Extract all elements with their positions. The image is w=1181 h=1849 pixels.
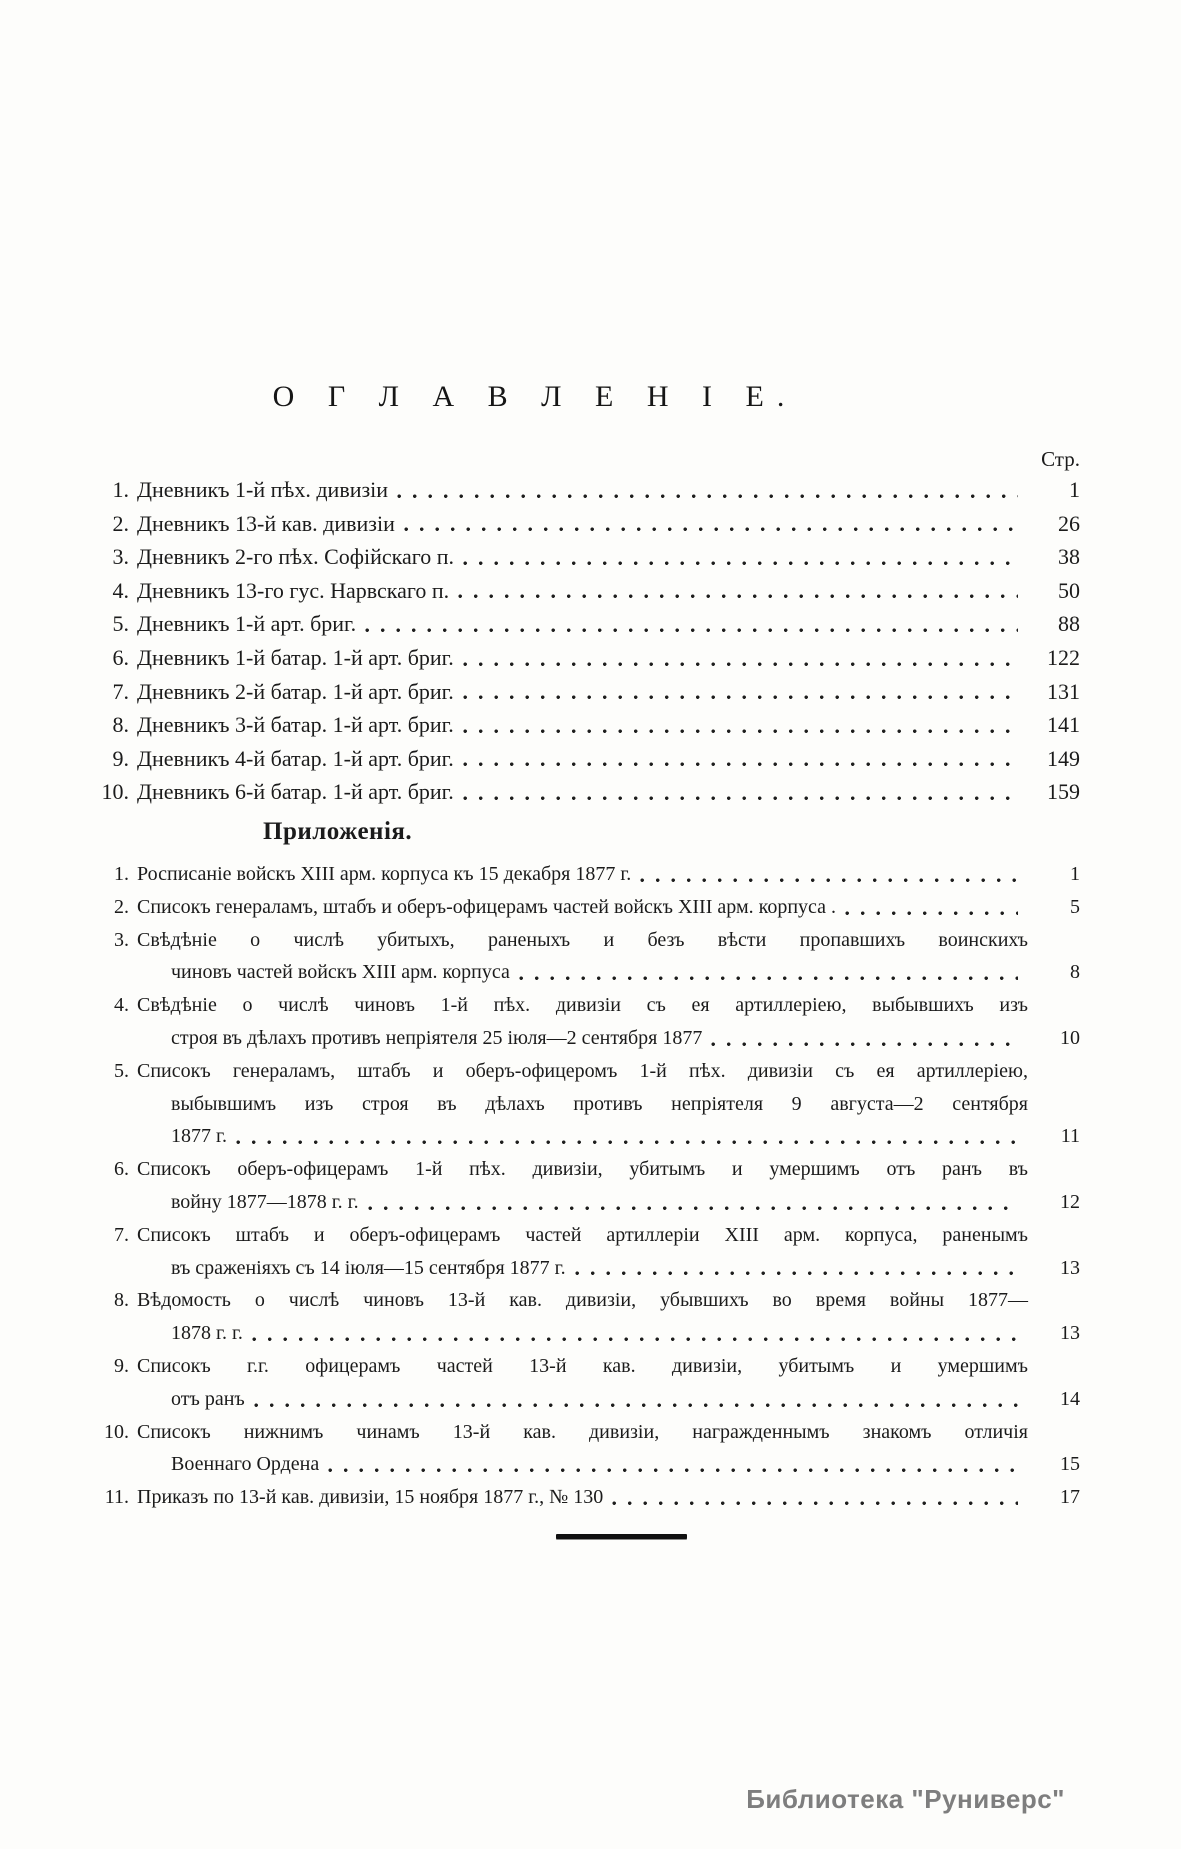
appendix-row [95,1055,1080,1153]
appendix-item-line: отъ ранъ [137,1383,1028,1416]
appendix-item-page: 1 [1070,863,1080,885]
toc-item-number: 10. [101,779,129,805]
toc-item-title: Дневникъ 6-й батар. 1-й арт. бриг. [137,779,454,805]
toc-list [95,473,1080,809]
dot-leader [711,1022,1018,1055]
toc-item-title: Дневникъ 3-й батар. 1-й арт. бриг. [137,712,454,738]
appendix-row [95,1153,1080,1219]
appendix-item-page: 17 [1060,1486,1080,1509]
dot-leader [575,1252,1018,1285]
dot-leader [458,574,1018,608]
dot-leader [397,473,1018,507]
dot-leader [612,1481,1018,1514]
dot-leader [640,858,1018,891]
appendix-item-number: 5. [114,1059,129,1082]
appendix-item-line: Списокъ генераламъ, штабъ и оберъ-офицеромъ 1-й пѣх. дивизіи съ ея артиллеріею, [137,1059,1028,1082]
toc-item-number: 6. [112,644,129,670]
dot-leader [463,675,1018,709]
appendix-item-page: 13 [1060,1322,1080,1345]
toc-row [95,473,1080,507]
toc-item-title: Дневникъ 13-го гус. Нарвскаго п. [137,577,450,603]
appendix-row [95,1350,1080,1416]
appendix-item-number: 3. [114,928,129,951]
appendix-row [95,989,1080,1055]
appendix-row [95,1284,1080,1350]
toc-item-page: 141 [1047,712,1080,738]
appendix-item-line: Вѣдомость о числѣ чиновъ 13-й кав. дивизіи, убывшихъ во время войны 1877— [137,1289,1028,1312]
appendix-item-line: войну 1877—1878 г. г. [137,1186,1028,1219]
appendix-item-number: 2. [114,895,129,918]
toc-item-page: 131 [1047,678,1080,704]
appendix-row [95,858,1080,891]
appendix-heading: Приложенія. [263,818,413,845]
dot-leader [845,891,1018,924]
appendix-row [95,1219,1080,1285]
toc-item-number: 5. [112,611,129,637]
appendix-item-line: Списокъ оберъ-офицерамъ 1-й пѣх. дивизіи, убитымъ и умершимъ отъ ранъ въ [137,1158,1028,1181]
appendix-item-number: 11. [104,1486,129,1509]
appendix-item-line: Свѣдѣніе о числѣ убитыхъ, раненыхъ и безъ вѣсти пропавшихъ воинскихъ [137,928,1028,951]
toc-item-page: 149 [1047,745,1080,771]
toc-row [95,775,1080,809]
dot-leader [252,1317,1018,1350]
toc-item-page: 1 [1069,477,1080,502]
dot-leader [463,641,1018,675]
toc-item-page: 50 [1058,577,1080,603]
toc-row [95,540,1080,574]
appendix-item-number: 10. [104,1420,129,1443]
appendix-row [95,891,1080,924]
toc-item-page: 122 [1047,644,1080,670]
appendix-item-line: строя въ дѣлахъ противъ непріятеля 25 іюля—2 сентября 1877 [137,1022,1028,1055]
toc-row [95,641,1080,675]
appendix-item-line: Списокъ штабъ и оберъ-офицерамъ частей артиллеріи XIII арм. корпуса, раненымъ [137,1223,1028,1246]
appendix-item-line: Списокъ нижнимъ чинамъ 13-й кав. дивизіи, награжденнымъ знакомъ отличія [137,1420,1028,1443]
toc-item-number: 7. [112,678,129,704]
appendix-item-number: 9. [114,1354,129,1377]
appendix-item-line: въ сраженіяхъ съ 14 іюля—15 сентября 1877 г. [137,1252,1028,1285]
toc-item-number: 4. [112,577,129,603]
dot-leader [404,507,1018,541]
appendix-item-line: выбывшимъ изъ строя въ дѣлахъ противъ непріятеля 9 августа—2 сентября [171,1092,1028,1115]
appendix-item-number: 4. [114,994,129,1017]
appendix-item-number: 8. [114,1289,129,1312]
toc-item-title: Дневникъ 13-й кав. дивизіи [137,510,395,536]
appendix-item-line: Военнаго Ордена [137,1448,1028,1481]
appendix-list [95,858,1080,1514]
toc-item-title: Дневникъ 2-го пѣх. Софійскаго п. [137,544,455,570]
appendix-item-number: 6. [114,1158,129,1181]
toc-item-page: 159 [1047,779,1080,805]
section-divider [556,1534,687,1539]
appendix-item-line: Свѣдѣніе о числѣ чиновъ 1-й пѣх. дивизіи съ ея артиллеріею, выбывшихъ изъ [137,994,1028,1017]
appendix-item-line: Приказъ по 13-й кав. дивизіи, 15 ноября 1877 г., № 130 [137,1481,1028,1514]
appendix-item-line: чиновъ частей войскъ XIII арм. корпуса [137,956,1028,989]
appendix-item-line: 1877 г. [137,1120,1028,1153]
appendix-item-line: Росписаніе войскъ XIII арм. корпуса къ 15 декабря 1877 г. [137,858,1028,891]
toc-item-number: 9. [112,745,129,771]
dot-leader [463,708,1018,742]
appendix-item-line: Списокъ генераламъ, штабъ и оберъ-офицерамъ частей войскъ XIII арм. корпуса . [137,891,1028,924]
appendix-item-page: 10 [1060,1026,1080,1049]
toc-item-title: Дневникъ 1-й батар. 1-й арт. бриг. [137,644,454,670]
toc-item-title: Дневникъ 1-й пѣх. дивизіи [137,477,389,502]
toc-row [95,708,1080,742]
appendix-item-page: 11 [1060,1125,1080,1148]
toc-item-page: 38 [1058,544,1080,570]
appendix-item-number: 7. [114,1223,129,1246]
appendix-item-page: 12 [1060,1190,1080,1213]
toc-item-number: 2. [112,510,129,536]
appendix-item-number: 1. [114,863,129,885]
toc-item-number: 8. [112,712,129,738]
page-title: О Г Л А В Л Е Н І Е. [272,380,798,413]
dot-leader [463,540,1018,574]
dot-leader [365,607,1018,641]
toc-item-title: Дневникъ 4-й батар. 1-й арт. бриг. [137,745,454,771]
toc-item-title: Дневникъ 1-й арт. бриг. [137,611,357,637]
toc-item-page: 88 [1058,611,1080,637]
appendix-item-line: 1878 г. г. [137,1317,1028,1350]
appendix-row [95,924,1080,990]
toc-row [95,607,1080,641]
dot-leader [463,742,1018,776]
toc-row [95,574,1080,608]
appendix-row [95,1416,1080,1482]
appendix-item-line: Списокъ г.г. офицерамъ частей 13-й кав. дивизіи, убитымъ и умершимъ [137,1354,1028,1377]
toc-item-number: 3. [112,544,129,570]
toc-row [95,507,1080,541]
dot-leader [236,1120,1018,1153]
appendix-item-page: 5 [1070,895,1080,918]
watermark-text: Библиотека "Руниверс" [746,1784,1065,1814]
appendix-item-page: 14 [1060,1387,1080,1410]
toc-item-title: Дневникъ 2-й батар. 1-й арт. бриг. [137,678,454,704]
dot-leader [368,1186,1018,1219]
page-column-header: Стр. [1041,447,1080,471]
toc-item-number: 1. [112,477,129,502]
appendix-item-page: 15 [1060,1453,1080,1476]
appendix-row [95,1481,1080,1514]
dot-leader [519,956,1018,989]
toc-row [95,742,1080,776]
dot-leader [254,1383,1018,1416]
appendix-item-page: 8 [1070,961,1080,984]
toc-row [95,675,1080,709]
appendix-item-page: 13 [1060,1256,1080,1279]
toc-item-page: 26 [1058,510,1080,536]
dot-leader [463,775,1018,809]
dot-leader [328,1448,1018,1481]
